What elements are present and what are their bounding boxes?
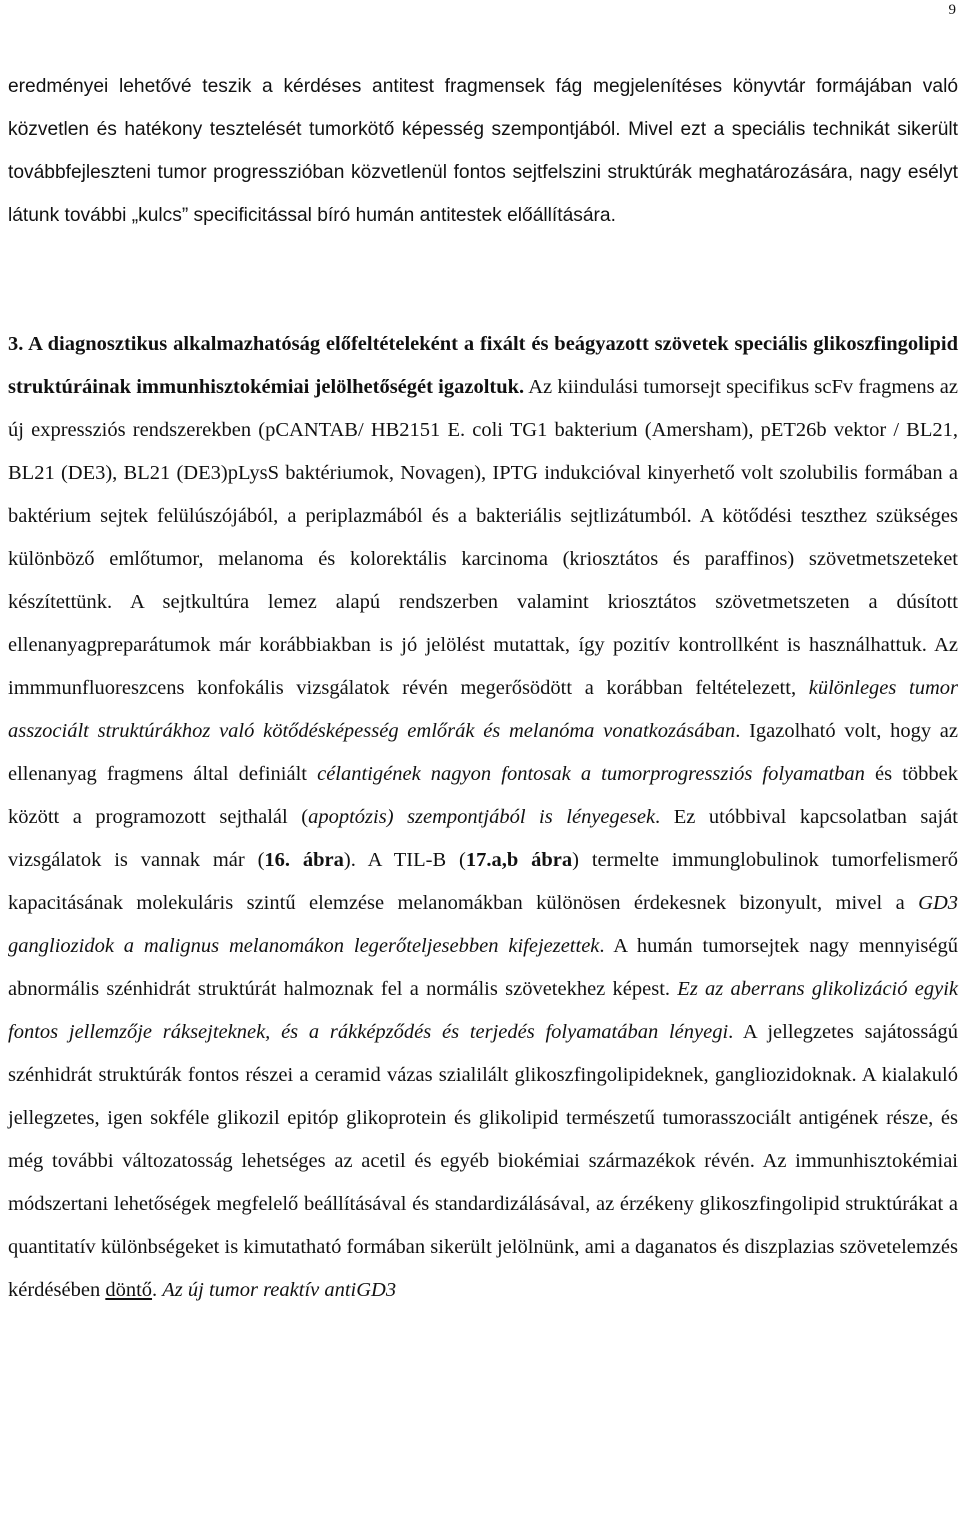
section-heading: 3. A diagnosztikus alkalmazhatóság előfeltételeként a fixált és beágyazott szövetek speciális glikoszfingolipid struktúráinak immunhisztokémiai jelölhetőségét igazoltuk.	[8, 333, 958, 398]
body-text: . A humán tumorsejtek nagy mennyiségű abnormális szénhidrát struktúrát halmoznak fel a normális szövetekhez képest.	[8, 935, 958, 1000]
figure-reference: 17.a,b ábra	[465, 849, 573, 871]
emphasis-text: GD3 gangliozidok a malignus melanomákon legerőteljesebben kifejezettek	[8, 892, 958, 957]
intro-paragraph	[8, 66, 958, 238]
underlined-text: döntő	[105, 1279, 153, 1301]
emphasis-text: Az új tumor reaktív antiGD3	[162, 1279, 397, 1301]
emphasis-text: apoptózis) szempontjából is lényegesek	[308, 806, 656, 828]
body-text: ). A TIL-B (	[343, 849, 466, 871]
body-text: . Ez utóbbival kapcsolatban saját vizsgálatok is vannak már (	[8, 806, 958, 871]
section-3-body	[8, 323, 958, 1312]
body-text: . Igazolható volt, hogy az ellenanyag fragmens által definiált	[8, 720, 958, 785]
body-text: és többek között a programozott sejthalál (	[8, 763, 958, 828]
emphasis-text: célantigének nagyon fontosak a tumorprogressziós folyamatban	[317, 763, 865, 785]
body-text: ) termelte immunglobulinok tumorfelismerő kapacitásának molekuláris szintű elemzése melanomákban különösen érdekesnek bizonyult, mivel a	[8, 849, 959, 914]
emphasis-text: különleges tumor asszociált struktúrákhoz való kötődésképesség emlőrák és melanóma vonatkozásában	[8, 677, 959, 742]
intro-text: eredményei lehetővé teszik a kérdéses antitest fragmensek fág megjelenítéses könyvtár formájában való közvetlen és hatékony tesztelését tumorkötő képesség szempontjából. Mivel ezt a speciális technikát sikerült továbbfejleszteni tumor progresszióban közvetlenül fontos sejtfelszini struktúrák meghatározására, nagy esélyt látunk további „kulcs” specificitással bíró humán antitestek előállítására.	[8, 76, 958, 226]
body-text: Az kiindulási tumorsejt specifikus scFv fragmens az új expressziós rendszerekben (pCANTAB/ HB2151 E. coli TG1 bakterium (Amersham), pET26b vektor / BL21, BL21 (DE3), BL21 (DE3)pLysS baktériumok, Novagen), IPTG indukcióval kinyerhető volt szolubilis formában a baktérium sejtek felülúszójából, a periplazmából és a bakteriális sejtlizátumból. A kötődési teszthez szükséges különböző emlőtumor, melanoma és kolorektális karcinoma (kriosztátos és paraffinos) szövetmetszeteket készítettünk. A sejtkultúra lemez alapú rendszerben valamint kriosztátos szövetmetszeten a dúsított ellenanyagpreparátumok már korábbiakban is jó jelölést mutattak, így pozitív kontrollként is használhattuk. Az immmunfluoreszcens konfokális vizsgálatok révén megerősödött a korábban feltételezett,	[8, 376, 959, 699]
page-number: 9	[948, 2, 956, 18]
section-3	[8, 323, 958, 1312]
figure-reference: 16. ábra	[264, 849, 344, 871]
emphasis-text: Ez az aberrans glikolizáció egyik fontos jellemzője ráksejteknek, és a rákképződés és terjedés folyamatában lényegi	[8, 978, 958, 1043]
body-text: .	[152, 1279, 163, 1301]
body-text: . A jellegzetes sajátosságú szénhidrát struktúrák fontos részei a ceramid vázas szialilált glikoszfingolipideknek, gangliozidoknak. A kialakuló jellegzetes, igen sokféle glikozil epitóp glikoprotein és glikolipid természetű tumorasszociált antigének része, és még további változatosság lehetséges az acetil és egyéb biokémiai származékok révén. Az immunhisztokémiai módszertani lehetőségek megfelelő beállításával és standardizálásával, az érzékeny glikoszfingolipid struktúrákat a quantitatív különbségeket is kimutatható formában sikerült jelölnünk, ami a daganatos és diszplazias szövetelemzés kérdésében	[8, 1021, 958, 1301]
